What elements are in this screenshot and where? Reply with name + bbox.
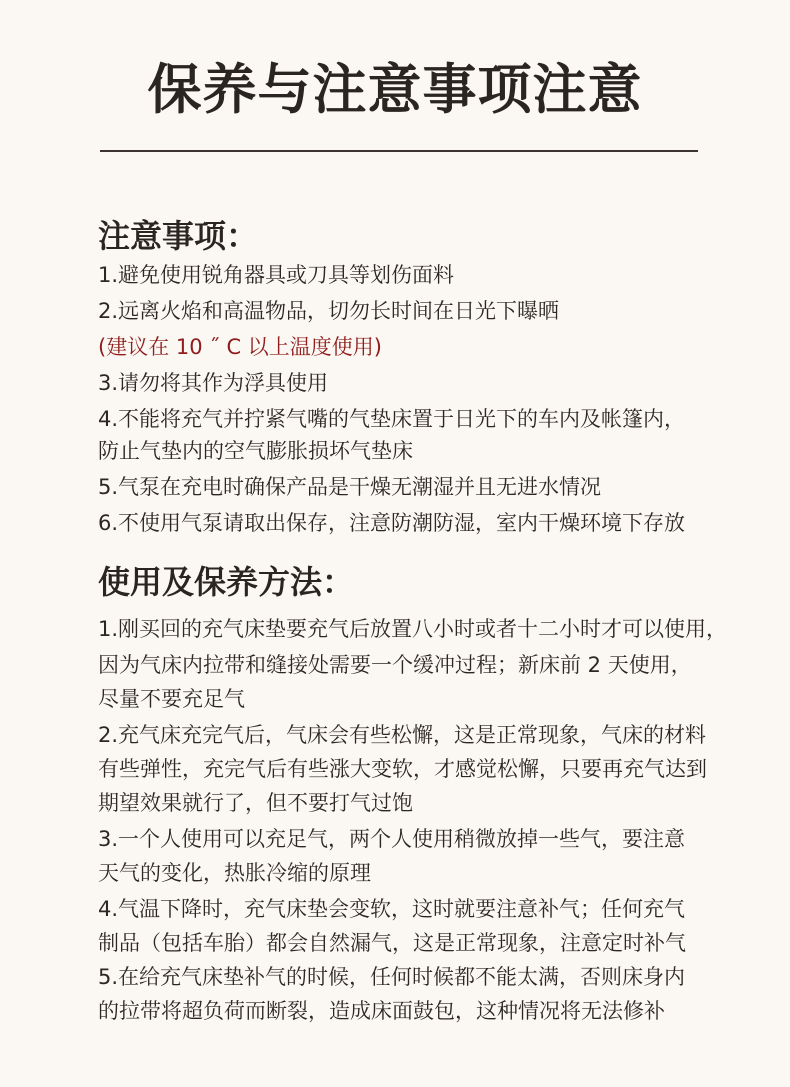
usage-line-3: 尽量不要充足气 (98, 687, 245, 711)
usage-line-9: 4.气温下降时，充气床垫会变软，这时就要注意补气；任何充气 (98, 897, 686, 921)
usage-line-2: 因为气床内拉带和缝接处需要一个缓冲过程；新床前 2 天使用， (98, 653, 692, 677)
notes-heading: 注意事项： (98, 217, 259, 255)
notes-line-6: 5.气泵在充电时确保产品是干燥无潮湿并且无进水情况 (98, 475, 602, 499)
notes-line-2: 2.远离火焰和高温物品，切勿长时间在日光下曝晒 (98, 299, 560, 323)
notes-line-1: 1.避免使用锐角器具或刀具等划伤面料 (98, 263, 455, 287)
usage-line-11: 5.在给充气床垫补气的时候，任何时候都不能太满，否则床身内 (98, 965, 686, 989)
usage-line-7: 3.一个人使用可以充足气，两个人使用稍微放掉一些气，要注意 (98, 827, 686, 851)
title-divider (100, 150, 698, 152)
notes-line-3: 3.请勿将其作为浮具使用 (98, 371, 329, 395)
temperature-warning: (建议在 10 ˝ C 以上温度使用) (98, 335, 382, 359)
usage-line-6: 期望效果就行了，但不要打气过饱 (98, 791, 413, 815)
usage-line-8: 天气的变化，热胀冷缩的原理 (98, 861, 371, 885)
notes-line-5: 防止气垫内的空气膨胀损坏气垫床 (98, 439, 413, 463)
usage-line-4: 2.充气床充完气后，气床会有些松懈，这是正常现象，气床的材料 (98, 723, 707, 747)
usage-heading: 使用及保养方法： (98, 563, 355, 601)
notes-line-7: 6.不使用气泵请取出保存，注意防潮防湿，室内干燥环境下存放 (98, 511, 686, 535)
usage-line-10: 制品（包括车胎）都会自然漏气，这是正常现象，注意定时补气 (98, 931, 686, 955)
notes-line-4: 4.不能将充气并拧紧气嘴的气垫床置于日光下的车内及帐篷内， (98, 407, 686, 431)
usage-line-5: 有些弹性，充完气后有些涨大变软，才感觉松懈，只要再充气达到 (98, 757, 707, 781)
page-title: 保养与注意事项注意 (147, 58, 643, 121)
usage-line-1: 1.刚买回的充气床垫要充气后放置八小时或者十二小时才可以使用， (98, 617, 728, 641)
usage-line-12: 的拉带将超负荷而断裂，造成床面鼓包，这种情况将无法修补 (98, 999, 665, 1023)
